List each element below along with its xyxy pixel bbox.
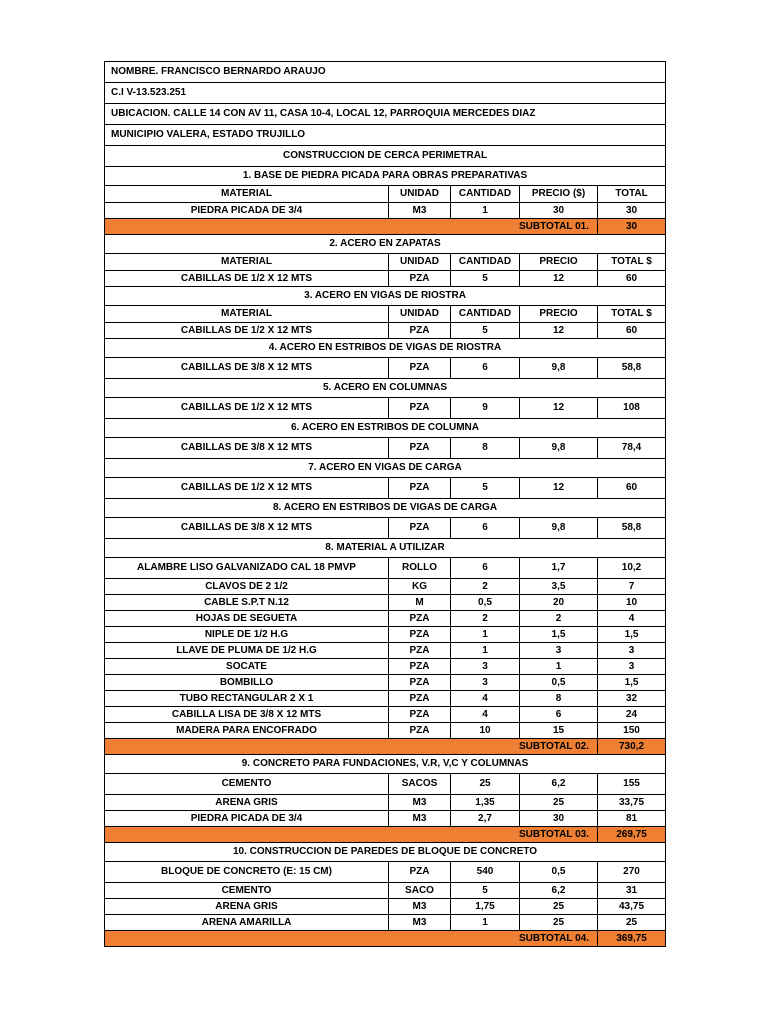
municipio-cell: MUNICIPIO VALERA, ESTADO TRUJILLO <box>105 125 666 146</box>
cell-precio: 30 <box>520 811 598 827</box>
cell-precio: 15 <box>520 723 598 739</box>
cell-material: NIPLE DE 1/2 H.G <box>105 627 389 643</box>
cell-unidad: PZA <box>389 271 451 287</box>
cell-unidad: SACO <box>389 883 451 899</box>
cell-precio: 12 <box>520 478 598 499</box>
cell-precio: 6,2 <box>520 774 598 795</box>
cell-material: MADERA PARA ENCOFRADO <box>105 723 389 739</box>
table-row <box>105 723 666 739</box>
cell-material: CEMENTO <box>105 883 389 899</box>
cell-material: PIEDRA PICADA DE 3/4 <box>105 203 389 219</box>
header-material: MATERIAL <box>105 306 389 323</box>
subtotal-value: 30 <box>598 219 666 235</box>
cell-material: BOMBILLO <box>105 675 389 691</box>
table-row <box>105 915 666 931</box>
cell-material: LLAVE DE PLUMA DE 1/2 H.G <box>105 643 389 659</box>
table-row <box>105 774 666 795</box>
header-cantidad: CANTIDAD <box>451 186 520 203</box>
cell-precio: 8 <box>520 691 598 707</box>
cell-material: ARENA GRIS <box>105 899 389 915</box>
table-row <box>105 398 666 419</box>
cell-material: CABILLAS DE 1/2 X 12 MTS <box>105 271 389 287</box>
cell-total: 10 <box>598 595 666 611</box>
cell-material: CABILLAS DE 1/2 X 12 MTS <box>105 478 389 499</box>
table-row <box>105 675 666 691</box>
cell-precio: 1,7 <box>520 558 598 579</box>
table-row <box>105 203 666 219</box>
cell-total: 31 <box>598 883 666 899</box>
table-row <box>105 518 666 539</box>
subtotal-row <box>105 827 666 843</box>
cell-cantidad: 2 <box>451 579 520 595</box>
ubicacion-row <box>105 104 666 125</box>
section-row <box>105 419 666 438</box>
cell-cantidad: 1 <box>451 915 520 931</box>
subtotal-label: SUBTOTAL 01. <box>105 219 598 235</box>
cell-total: 4 <box>598 611 666 627</box>
cell-material: CEMENTO <box>105 774 389 795</box>
cell-unidad: PZA <box>389 627 451 643</box>
cell-material: ARENA AMARILLA <box>105 915 389 931</box>
cell-material: CABILLAS DE 1/2 X 12 MTS <box>105 398 389 419</box>
cell-material: CABLE S.P.T N.12 <box>105 595 389 611</box>
title-row <box>105 146 666 167</box>
cell-unidad: M3 <box>389 795 451 811</box>
cell-total: 1,5 <box>598 627 666 643</box>
section-row <box>105 235 666 254</box>
nombre-row <box>105 62 666 83</box>
section-row <box>105 167 666 186</box>
cell-unidad: PZA <box>389 398 451 419</box>
cell-unidad: M3 <box>389 899 451 915</box>
subtotal-label: SUBTOTAL 02. <box>105 739 598 755</box>
subtotal-value: 369,75 <box>598 931 666 947</box>
table-row <box>105 627 666 643</box>
cell-precio: 9,8 <box>520 518 598 539</box>
table-row <box>105 811 666 827</box>
section-title: 5. ACERO EN COLUMNAS <box>105 379 666 398</box>
cell-cantidad: 2,7 <box>451 811 520 827</box>
cell-total: 33,75 <box>598 795 666 811</box>
cell-cantidad: 5 <box>451 883 520 899</box>
cell-precio: 12 <box>520 323 598 339</box>
cell-unidad: SACOS <box>389 774 451 795</box>
municipio-row <box>105 125 666 146</box>
cell-cantidad: 3 <box>451 659 520 675</box>
column-header-row <box>105 306 666 323</box>
section-title: 8. ACERO EN ESTRIBOS DE VIGAS DE CARGA <box>105 499 666 518</box>
cell-material: ALAMBRE LISO GALVANIZADO CAL 18 PMVP <box>105 558 389 579</box>
section-row <box>105 379 666 398</box>
cell-material: CABILLAS DE 3/8 X 12 MTS <box>105 358 389 379</box>
cell-precio: 9,8 <box>520 358 598 379</box>
cell-unidad: PZA <box>389 611 451 627</box>
budget-table <box>104 61 666 947</box>
section-row <box>105 287 666 306</box>
subtotal-label: SUBTOTAL 04. <box>105 931 598 947</box>
table-row <box>105 611 666 627</box>
cell-cantidad: 5 <box>451 271 520 287</box>
cell-material: BLOQUE DE CONCRETO (E: 15 CM) <box>105 862 389 883</box>
subtotal-row <box>105 931 666 947</box>
cell-material: SOCATE <box>105 659 389 675</box>
cell-precio: 30 <box>520 203 598 219</box>
header-unidad: UNIDAD <box>389 186 451 203</box>
section-title: 10. CONSTRUCCION DE PAREDES DE BLOQUE DE CONCRETO <box>105 843 666 862</box>
cell-cantidad: 5 <box>451 478 520 499</box>
header-unidad: UNIDAD <box>389 306 451 323</box>
subtotal-value: 730,2 <box>598 739 666 755</box>
cell-unidad: M3 <box>389 811 451 827</box>
section-title: 9. CONCRETO PARA FUNDACIONES, V.R, V,C Y COLUMNAS <box>105 755 666 774</box>
cell-cantidad: 4 <box>451 691 520 707</box>
cell-material: HOJAS DE SEGUETA <box>105 611 389 627</box>
cell-precio: 12 <box>520 398 598 419</box>
cell-material: ARENA GRIS <box>105 795 389 811</box>
column-header-row <box>105 254 666 271</box>
cell-material: CABILLAS DE 3/8 X 12 MTS <box>105 518 389 539</box>
cell-precio: 3,5 <box>520 579 598 595</box>
subtotal-row <box>105 219 666 235</box>
section-title: 7. ACERO EN VIGAS DE CARGA <box>105 459 666 478</box>
section-title: 2. ACERO EN ZAPATAS <box>105 235 666 254</box>
cell-unidad: PZA <box>389 723 451 739</box>
cell-precio: 25 <box>520 795 598 811</box>
cell-precio: 25 <box>520 899 598 915</box>
cell-cantidad: 1 <box>451 643 520 659</box>
cell-unidad: PZA <box>389 323 451 339</box>
cell-unidad: PZA <box>389 862 451 883</box>
table-row <box>105 883 666 899</box>
section-row <box>105 339 666 358</box>
cell-total: 3 <box>598 643 666 659</box>
section-row <box>105 539 666 558</box>
cell-unidad: M3 <box>389 915 451 931</box>
header-unidad: UNIDAD <box>389 254 451 271</box>
cell-cantidad: 0,5 <box>451 595 520 611</box>
header-precio: PRECIO ($) <box>520 186 598 203</box>
cell-cantidad: 8 <box>451 438 520 459</box>
section-row <box>105 843 666 862</box>
cell-cantidad: 6 <box>451 558 520 579</box>
cell-unidad: PZA <box>389 518 451 539</box>
cell-total: 1,5 <box>598 675 666 691</box>
cell-precio: 25 <box>520 915 598 931</box>
cell-unidad: PZA <box>389 438 451 459</box>
header-total: TOTAL $ <box>598 306 666 323</box>
cell-precio: 6,2 <box>520 883 598 899</box>
cell-cantidad: 5 <box>451 323 520 339</box>
header-material: MATERIAL <box>105 254 389 271</box>
cell-material: CABILLA LISA DE 3/8 X 12 MTS <box>105 707 389 723</box>
cell-precio: 0,5 <box>520 862 598 883</box>
cell-unidad: PZA <box>389 659 451 675</box>
cell-total: 3 <box>598 659 666 675</box>
table-row <box>105 358 666 379</box>
cell-unidad: PZA <box>389 675 451 691</box>
cell-material: CABILLAS DE 3/8 X 12 MTS <box>105 438 389 459</box>
cell-precio: 2 <box>520 611 598 627</box>
cell-material: TUBO RECTANGULAR 2 X 1 <box>105 691 389 707</box>
table-row <box>105 691 666 707</box>
cell-unidad: PZA <box>389 691 451 707</box>
ubicacion-cell: UBICACION. CALLE 14 CON AV 11, CASA 10-4, LOCAL 12, PARROQUIA MERCEDES DIAZ <box>105 104 666 125</box>
section-title: 3. ACERO EN VIGAS DE RIOSTRA <box>105 287 666 306</box>
header-cantidad: CANTIDAD <box>451 254 520 271</box>
ci-row <box>105 83 666 104</box>
column-header-row <box>105 186 666 203</box>
cell-cantidad: 9 <box>451 398 520 419</box>
cell-material: PIEDRA PICADA DE 3/4 <box>105 811 389 827</box>
cell-cantidad: 1 <box>451 203 520 219</box>
table-row <box>105 438 666 459</box>
cell-cantidad: 2 <box>451 611 520 627</box>
cell-total: 270 <box>598 862 666 883</box>
section-row <box>105 755 666 774</box>
section-title: 6. ACERO EN ESTRIBOS DE COLUMNA <box>105 419 666 438</box>
table-row <box>105 323 666 339</box>
table-row <box>105 558 666 579</box>
header-total: TOTAL <box>598 186 666 203</box>
cell-precio: 6 <box>520 707 598 723</box>
cell-cantidad: 25 <box>451 774 520 795</box>
cell-precio: 3 <box>520 643 598 659</box>
cell-cantidad: 1,75 <box>451 899 520 915</box>
cell-unidad: PZA <box>389 478 451 499</box>
document-title: CONSTRUCCION DE CERCA PERIMETRAL <box>105 146 666 167</box>
cell-material: CABILLAS DE 1/2 X 12 MTS <box>105 323 389 339</box>
cell-total: 43,75 <box>598 899 666 915</box>
table-row <box>105 271 666 287</box>
cell-unidad: ROLLO <box>389 558 451 579</box>
cell-precio: 20 <box>520 595 598 611</box>
cell-unidad: PZA <box>389 358 451 379</box>
cell-precio: 12 <box>520 271 598 287</box>
cell-precio: 0,5 <box>520 675 598 691</box>
table-row <box>105 795 666 811</box>
subtotal-value: 269,75 <box>598 827 666 843</box>
table-row <box>105 579 666 595</box>
cell-cantidad: 1 <box>451 627 520 643</box>
ci-cell: C.I V-13.523.251 <box>105 83 666 104</box>
cell-total: 7 <box>598 579 666 595</box>
cell-total: 150 <box>598 723 666 739</box>
header-material: MATERIAL <box>105 186 389 203</box>
cell-precio: 1,5 <box>520 627 598 643</box>
subtotal-label: SUBTOTAL 03. <box>105 827 598 843</box>
section-row <box>105 459 666 478</box>
cell-precio: 1 <box>520 659 598 675</box>
cell-material: CLAVOS DE 2 1/2 <box>105 579 389 595</box>
cell-total: 32 <box>598 691 666 707</box>
section-title: 4. ACERO EN ESTRIBOS DE VIGAS DE RIOSTRA <box>105 339 666 358</box>
cell-precio: 9,8 <box>520 438 598 459</box>
section-title: 8. MATERIAL A UTILIZAR <box>105 539 666 558</box>
section-row <box>105 499 666 518</box>
cell-cantidad: 1,35 <box>451 795 520 811</box>
cell-total: 81 <box>598 811 666 827</box>
cell-unidad: M3 <box>389 203 451 219</box>
table-row <box>105 659 666 675</box>
cell-total: 25 <box>598 915 666 931</box>
table-row <box>105 899 666 915</box>
cell-total: 30 <box>598 203 666 219</box>
cell-total: 108 <box>598 398 666 419</box>
header-precio: PRECIO <box>520 306 598 323</box>
nombre-cell: NOMBRE. FRANCISCO BERNARDO ARAUJO <box>105 62 666 83</box>
cell-total: 155 <box>598 774 666 795</box>
table-row <box>105 707 666 723</box>
cell-cantidad: 540 <box>451 862 520 883</box>
cell-total: 60 <box>598 271 666 287</box>
cell-total: 24 <box>598 707 666 723</box>
cell-total: 60 <box>598 323 666 339</box>
table-row <box>105 595 666 611</box>
cell-unidad: KG <box>389 579 451 595</box>
cell-total: 10,2 <box>598 558 666 579</box>
cell-cantidad: 6 <box>451 518 520 539</box>
subtotal-row <box>105 739 666 755</box>
cell-cantidad: 10 <box>451 723 520 739</box>
cell-total: 58,8 <box>598 358 666 379</box>
table-row <box>105 862 666 883</box>
header-cantidad: CANTIDAD <box>451 306 520 323</box>
cell-cantidad: 4 <box>451 707 520 723</box>
section-title: 1. BASE DE PIEDRA PICADA PARA OBRAS PREPARATIVAS <box>105 167 666 186</box>
cell-total: 60 <box>598 478 666 499</box>
cell-unidad: M <box>389 595 451 611</box>
cell-unidad: PZA <box>389 707 451 723</box>
header-precio: PRECIO <box>520 254 598 271</box>
header-total: TOTAL $ <box>598 254 666 271</box>
table-row <box>105 643 666 659</box>
cell-total: 58,8 <box>598 518 666 539</box>
cell-cantidad: 6 <box>451 358 520 379</box>
cell-cantidad: 3 <box>451 675 520 691</box>
table-row <box>105 478 666 499</box>
cell-unidad: PZA <box>389 643 451 659</box>
cell-total: 78,4 <box>598 438 666 459</box>
